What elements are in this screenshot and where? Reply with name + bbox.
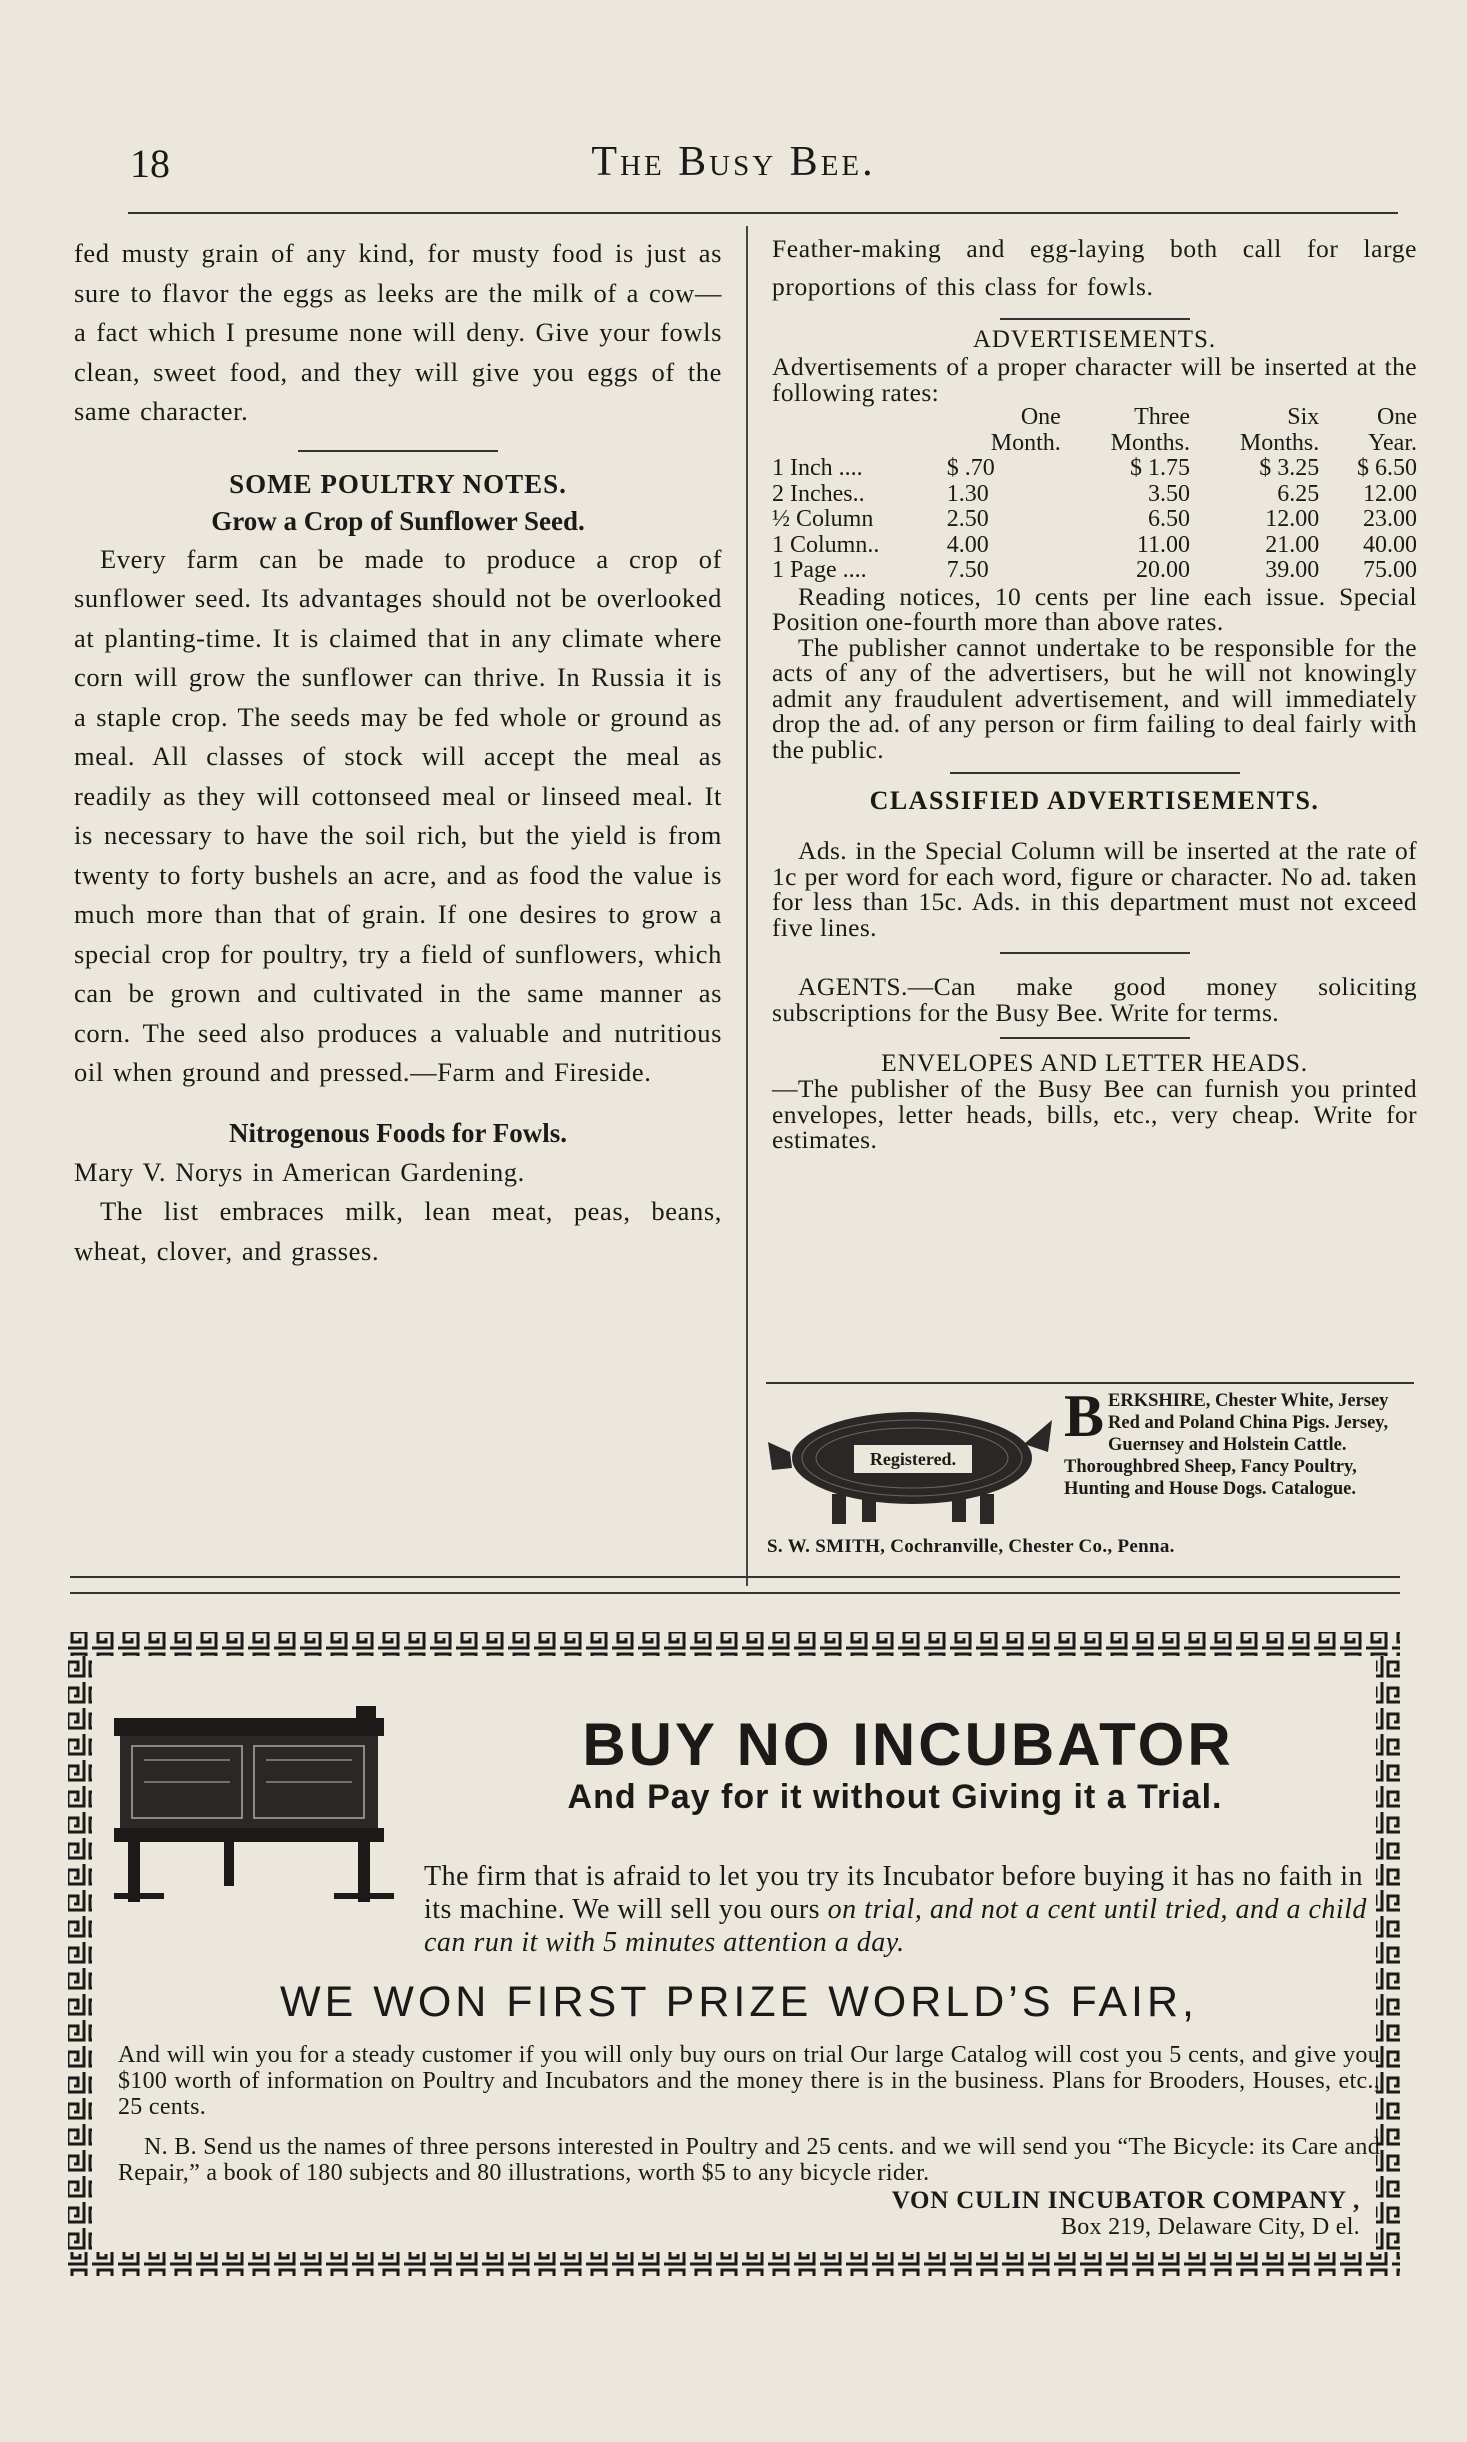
continued-paragraph: Feather-making and egg-laying both call for large proportions of this class for fowls. (772, 234, 1417, 301)
page-number: 18 (130, 141, 170, 186)
nitrogenous-byline: Mary V. Norys in American Gardening. (74, 1156, 525, 1187)
section-rule (950, 772, 1240, 774)
poultry-notes-title: SOME POULTRY NOTES. (229, 468, 567, 499)
envelopes-body: —The publisher of the Busy Bee can furnish you printed envelopes, letter heads, bills, etc., very cheap. Write for estimates. (772, 1074, 1417, 1154)
rate-header (772, 405, 947, 431)
rate-cell: 75.00 (1363, 557, 1417, 583)
ad-nb-text: N. B. Send us the names of three persons interested in Poultry and 25 cents. and we will send you “The Bicycle: its Care and Repair,” a book of 180 subjects and 80 illustrations, worth $5 to any bicycle rider. (118, 2134, 1380, 2186)
ad-firm-plain: The firm that is afraid to let you try its Incubator before buying it has no faith in its machine. We will sell you ours (424, 1861, 1364, 1925)
pig-label: Registered. (869, 1449, 957, 1469)
rate-cell: 12.00 (1363, 480, 1417, 507)
header-rule (128, 212, 1398, 214)
sunflower-paragraph: Every farm can be made to produce a crop of sunflower seed. Its advantages should not be overlooked at planting-time. It is claimed that in any climate where corn will grow the sunflower can thrive. In Russia it is a staple crop. The seeds may be fed whole or ground as meal. All classes of stock will accept the meal as readily as they will cottonseed meal or linseed meal. It is necessary to have the soil rich, but the yield is from twenty to forty bushels an acre, and as food the value is much more than that of grain. If one desires to grow a special crop for poultry, try a field of sunflowers, which can be grown and cultivated in the same manner as corn. The seed also produces a valuable and nutritious oil when ground and pressed.—Farm and Fireside. (74, 543, 722, 1087)
rate-cell: 23.00 (1363, 506, 1417, 532)
rate-cell: $ .70 (946, 455, 995, 481)
publisher-note: The publisher cannot undertake to be responsible for the acts of any of the advertisers, but he will not knowingly admit any fraudulent advertisement, and will immediately drop the ad. of any person or firm failing to deal fairly with the public. (772, 632, 1417, 764)
rate-header: Six (1287, 404, 1320, 430)
rates-header-row (772, 405, 1417, 431)
rate-header: Month. (990, 429, 1061, 456)
nitrogenous-body: The list embraces milk, lean meat, peas, beans, wheat, clover, and grasses. (74, 1196, 722, 1266)
rate-cell: $ 6.50 (1357, 455, 1417, 481)
ad-rule (70, 1576, 1400, 1578)
rate-cell: 40.00 (1363, 531, 1417, 558)
table-row (772, 558, 1417, 584)
ad-firm-italic: on trial, and not a cent until tried, and a child can run it with 5 minutes attention a day. (424, 1894, 1367, 1958)
running-title: The Busy Bee. (591, 139, 876, 185)
envelopes-title: ENVELOPES AND LETTER HEADS. (881, 1048, 1308, 1077)
incubator-ad-content (108, 1670, 1380, 2240)
ad-prize-line: WE WON FIRST PRIZE WORLD’S FAIR, (280, 1978, 1198, 2026)
ad-headline: BUY NO INCUBATOR (582, 1711, 1234, 1778)
rate-cell: 12.00 (1265, 506, 1320, 532)
section-rule (1000, 952, 1190, 954)
berkshire-body: ERKSHIRE, Chester White, Jersey Red and Poland China Pigs. Jersey, Guernsey and Holstein Cattle. Thoroughbred Sheep, Fancy Poultry, Hunting and House Dogs. Catalogue. (1064, 1391, 1389, 1499)
rate-header: One (1377, 404, 1417, 430)
left-column (74, 234, 722, 1271)
nitrogenous-title: Nitrogenous Foods for Fowls. (228, 1117, 567, 1148)
ad-address: Box 219, Delaware City, D el. (1060, 2214, 1360, 2240)
table-row (772, 482, 1417, 508)
rate-cell: 2.50 (946, 506, 989, 532)
rate-cell: 7.50 (946, 557, 989, 583)
intro-paragraph: fed musty grain of any kind, for musty food is just as sure to flavor the eggs as leeks are the milk of a cow—a fact which I presume none will deny. Give your fowls clean, sweet food, and they will give you eggs of the same character. (74, 238, 722, 426)
rate-cell: ½ Column (772, 506, 874, 532)
rate-cell: 39.00 (1265, 557, 1320, 583)
section-rule (1000, 318, 1190, 320)
ad-rule (70, 1592, 1400, 1594)
rate-cell: 20.00 (1136, 557, 1191, 583)
rate-header: Months. (1239, 429, 1320, 456)
advertisements-intro: Advertisements of a proper character will be inserted at the following rates: (772, 352, 1417, 407)
classified-title: CLASSIFIED ADVERTISEMENTS. (869, 786, 1320, 815)
rate-header: Three (1134, 404, 1191, 430)
rate-cell: $ 1.75 (1130, 455, 1191, 481)
ad-firm-text (118, 1860, 1380, 1960)
rate-cell: 11.00 (1136, 531, 1191, 558)
poultry-notes-subtitle: Grow a Crop of Sunflower Seed. (211, 505, 585, 536)
rate-cell: 4.00 (946, 531, 989, 558)
berkshire-footer: S. W. SMITH, Cochranville, Chester Co., Penna. (767, 1536, 1175, 1557)
rate-cell: 2 Inches.. (772, 480, 865, 507)
rates-table (772, 405, 1417, 584)
incubator-ad (64, 1628, 1404, 2280)
ad-catalog-text: And will win you for a steady customer if you will only buy ours on trial Our large Catalog will cost you 5 cents, and give you $100 worth of information on Poultry and Incubators and the money there is in the business. Plans for Brooders, Houses, etc., 25 cents. (118, 2042, 1380, 2120)
rate-cell: 1 Column.. (772, 531, 880, 558)
table-row (772, 507, 1417, 533)
rate-cell: 3.50 (1148, 480, 1191, 507)
ad-nb-block (118, 2134, 1380, 2240)
table-row (772, 456, 1417, 482)
agents-notice: AGENTS.—Can make good money soliciting subscriptions for the Busy Bee. Write for terms. (772, 972, 1417, 1027)
section-rule (298, 450, 498, 452)
ad-company: VON CULIN INCUBATOR COMPANY , (891, 2187, 1360, 2214)
dropcap: B (1064, 1383, 1105, 1449)
rate-header: One (1020, 404, 1061, 430)
pig-illustration (762, 1390, 1062, 1540)
reading-notices: Reading notices, 10 cents per line each issue. Special Position one-fourth more than above rates. (772, 581, 1417, 636)
advertisements-title: ADVERTISEMENTS. (972, 326, 1217, 353)
rates-header-row (772, 431, 1417, 457)
column-divider (746, 226, 748, 1586)
right-column (772, 230, 1417, 1153)
rate-cell: 1 Inch .... (772, 455, 863, 481)
rate-cell: 1.30 (946, 480, 989, 507)
section-rule (1000, 1037, 1190, 1039)
rate-cell: $ 3.25 (1259, 455, 1320, 481)
ad-subhead: And Pay for it without Giving it a Trial. (567, 1778, 1223, 1816)
berkshire-text (1064, 1383, 1416, 1500)
rate-header: Months. (1110, 429, 1191, 456)
rate-header: Year. (1368, 429, 1417, 456)
rate-cell: 1 Page .... (772, 557, 867, 583)
table-row (772, 533, 1417, 559)
rate-cell: 6.25 (1277, 480, 1320, 507)
rate-cell: 6.50 (1148, 506, 1191, 532)
rate-cell: 21.00 (1265, 531, 1320, 558)
classified-body: Ads. in the Special Column will be inserted at the rate of 1c per word for each word, figure or character. No ad. taken for less than 15c. Ads. in this department must not exceed five lines. (772, 836, 1417, 942)
rate-header (772, 431, 947, 457)
berkshire-ad (762, 1383, 1414, 1562)
